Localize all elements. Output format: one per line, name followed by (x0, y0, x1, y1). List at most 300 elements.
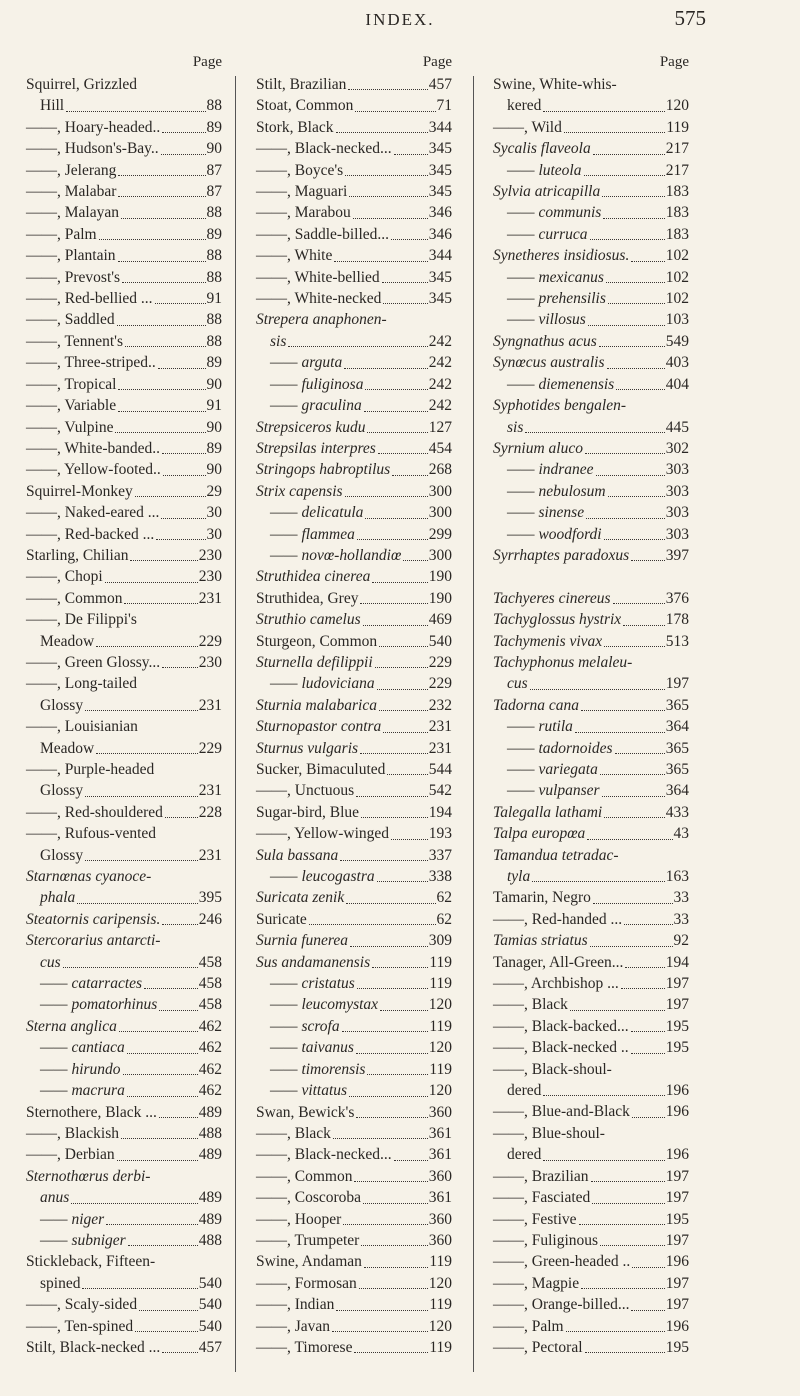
index-entry (256, 1123, 452, 1144)
index-entry (493, 1144, 689, 1165)
index-entry (493, 716, 689, 737)
entry-page: 87 (206, 161, 222, 179)
index-entry (493, 695, 689, 716)
dot-leader (340, 860, 428, 861)
entry-term: ——, Prevost's (26, 268, 121, 286)
dot-leader (121, 218, 206, 219)
entry-term: ——, Derbian (26, 1146, 115, 1164)
entry-term: Strepera anaphonen- (256, 311, 387, 329)
entry-page: 194 (428, 803, 452, 821)
entry-term: Steatornis caripensis. (26, 910, 161, 928)
entry-page: 462 (198, 1017, 222, 1035)
entry-term: —— novœ-hollandiœ (270, 546, 402, 564)
entry-page: 344 (428, 118, 452, 136)
entry-page: 337 (428, 846, 452, 864)
entry-page: 462 (198, 1039, 222, 1057)
entry-page: 217 (665, 140, 689, 158)
entry-term: ——, Black (256, 1124, 331, 1142)
entry-term: ——, Vulpine (26, 418, 114, 436)
entry-term: Synœcus australis (493, 354, 605, 372)
entry-term: ——, Blue-shoul- (493, 1124, 605, 1142)
dot-leader (123, 1074, 198, 1075)
entry-page: 360 (428, 1103, 452, 1121)
entry-term: ——, Green Glossy... (26, 653, 161, 671)
entry-term: Struthio camelus (256, 611, 361, 629)
dot-leader (543, 1095, 664, 1096)
dot-leader (348, 89, 427, 90)
entry-page: 231 (198, 696, 222, 714)
entry-page: 232 (428, 696, 452, 714)
entry-term: tyla (507, 868, 531, 886)
entry-term: —— villosus (507, 311, 586, 329)
entry-page: 346 (428, 204, 452, 222)
dot-leader (122, 282, 205, 283)
entry-page: 229 (428, 675, 452, 693)
entry-page: 89 (206, 118, 222, 136)
entry-page: 190 (428, 589, 452, 607)
entry-term: ——, White-necked (256, 290, 382, 308)
index-entry (26, 802, 222, 823)
dot-leader (117, 325, 206, 326)
entry-page: 458 (198, 953, 222, 971)
entry-page: 303 (665, 461, 689, 479)
entry-page: 230 (198, 568, 222, 586)
entry-page: 30 (206, 504, 222, 522)
entry-page: 489 (198, 1146, 222, 1164)
index-entry (493, 459, 689, 480)
dot-leader (334, 261, 427, 262)
index-entry (493, 417, 689, 438)
dot-leader (332, 1331, 428, 1332)
index-entry (26, 438, 222, 459)
dot-leader (590, 239, 665, 240)
entry-term: ——, Indian (256, 1296, 335, 1314)
dot-leader (394, 154, 428, 155)
entry-page: 345 (428, 183, 452, 201)
entry-term: ——, White-banded.. (26, 439, 161, 457)
dot-leader (377, 689, 428, 690)
index-entry (26, 609, 222, 630)
index-entry (256, 823, 452, 844)
index-entry (26, 823, 222, 844)
entry-page: 119 (429, 1060, 452, 1078)
entry-term: ——, Malayan (26, 204, 119, 222)
index-entry (493, 117, 689, 138)
entry-term: Meadow (40, 632, 95, 650)
index-entry (26, 1209, 222, 1230)
index-entry (26, 288, 222, 309)
dot-leader (587, 839, 672, 840)
index-entry (493, 1230, 689, 1251)
index-entry (493, 181, 689, 202)
dot-leader (156, 539, 205, 540)
dot-leader (403, 560, 427, 561)
index-entry (493, 652, 689, 673)
index-entry (26, 181, 222, 202)
dot-leader (135, 496, 206, 497)
dot-leader (380, 1010, 428, 1011)
entry-term: ——, Black-necked .. (493, 1039, 629, 1057)
entry-term: Sula bassana (256, 846, 339, 864)
entry-term: —— tadornoides (507, 739, 613, 757)
entry-term: —— variegata (507, 760, 598, 778)
entry-term: —— fuliginosa (270, 375, 364, 393)
entry-term: ——, Black (493, 996, 568, 1014)
dot-leader (367, 1074, 428, 1075)
index-entry (26, 502, 222, 523)
entry-page: 488 (198, 1124, 222, 1142)
dot-leader (387, 774, 427, 775)
entry-term: ——, Plantain (26, 247, 116, 265)
dot-leader (623, 625, 665, 626)
entry-page: 62 (436, 910, 452, 928)
index-entry (493, 609, 689, 630)
entry-term: ——, Common (26, 589, 123, 607)
index-entry (26, 1102, 222, 1123)
index-entry (493, 1316, 689, 1337)
dot-leader (591, 1181, 665, 1182)
dot-leader (121, 1138, 198, 1139)
dot-leader (336, 132, 428, 133)
index-entry (493, 952, 689, 973)
entry-page: 91 (206, 397, 222, 415)
index-entry (256, 866, 452, 887)
entry-page: 303 (665, 525, 689, 543)
dot-leader (600, 1245, 665, 1246)
entry-page: 120 (428, 1274, 452, 1292)
entry-page: 454 (428, 439, 452, 457)
entry-page: 345 (428, 290, 452, 308)
entry-term: ——, Red-bellied ... (26, 290, 153, 308)
entry-page: 445 (665, 418, 689, 436)
entry-term: ——, Red-handed ... (493, 910, 623, 928)
index-entry (26, 1059, 222, 1080)
index-entry (493, 95, 689, 116)
entry-term: —— prehensilis (507, 290, 606, 308)
entry-page: 88 (206, 97, 222, 115)
entry-page: 469 (428, 611, 452, 629)
index-entry (256, 352, 452, 373)
entry-page: 30 (206, 525, 222, 543)
dot-leader (581, 710, 665, 711)
index-entry (256, 267, 452, 288)
page-column-label: Page (192, 54, 222, 70)
dot-leader (163, 475, 206, 476)
entry-term: sis (507, 418, 524, 436)
entry-page: 89 (206, 439, 222, 457)
entry-term: ——, Common (256, 1167, 353, 1185)
index-entry (493, 138, 689, 159)
index-entry (493, 738, 689, 759)
index-entry (256, 417, 452, 438)
dot-leader (118, 411, 205, 412)
entry-page: 196 (665, 1082, 689, 1100)
index-entry (493, 545, 689, 566)
entry-page: 242 (428, 332, 452, 350)
entry-page: 183 (665, 183, 689, 201)
entry-page: 88 (206, 311, 222, 329)
entry-term: Sturnia malabarica (256, 696, 377, 714)
running-title: INDEX. (365, 10, 435, 29)
entry-term: —— pomatorhinus (40, 996, 158, 1014)
entry-term: Strepsilas interpres (256, 439, 376, 457)
dot-leader (96, 646, 198, 647)
index-entry (26, 738, 222, 759)
entry-page: 360 (428, 1231, 452, 1249)
index-entry (256, 1080, 452, 1101)
dot-leader (532, 881, 665, 882)
entry-page: 89 (206, 354, 222, 372)
entry-page: 309 (428, 932, 452, 950)
entry-term: Swine, Andaman (256, 1253, 362, 1271)
index-entry (256, 909, 452, 930)
dot-leader (128, 1245, 198, 1246)
dot-leader (365, 518, 427, 519)
index-entry (256, 224, 452, 245)
entry-page: 549 (665, 332, 689, 350)
dot-leader (581, 1288, 665, 1289)
entry-term: Swan, Bewick's (256, 1103, 355, 1121)
index-entry (493, 74, 689, 95)
dot-leader (575, 732, 665, 733)
entry-term: —— curruca (507, 225, 588, 243)
entry-page: 217 (665, 161, 689, 179)
index-entry (26, 973, 222, 994)
dot-leader (144, 988, 198, 989)
entry-term: Squirrel-Monkey (26, 482, 133, 500)
index-entry (26, 1294, 222, 1315)
dot-leader (66, 111, 205, 112)
entry-page: 196 (665, 1253, 689, 1271)
entry-term: ——, Purple-headed (26, 761, 155, 778)
index-entry (256, 588, 452, 609)
entry-term: —— flammea (270, 525, 355, 543)
dot-leader (349, 1096, 428, 1097)
entry-term: —— arguta (270, 354, 343, 372)
entry-page: 120 (428, 1082, 452, 1100)
entry-term: ——, Ten-spined (26, 1317, 134, 1335)
entry-term: Talegalla lathami (493, 803, 603, 821)
entry-page: 229 (198, 739, 222, 757)
entry-term: ——, Festive (493, 1210, 577, 1228)
entry-page: 365 (665, 696, 689, 714)
entry-term: —— nebulosum (507, 482, 606, 500)
entry-page: 360 (428, 1210, 452, 1228)
entry-page: 90 (206, 140, 222, 158)
dot-leader (588, 325, 665, 326)
dot-leader (127, 1053, 198, 1054)
dot-leader (361, 1245, 427, 1246)
index-entry (256, 160, 452, 181)
dot-leader (372, 582, 427, 583)
entry-term: Sycalis flaveola (493, 140, 591, 158)
dot-leader (161, 518, 205, 519)
entry-page: 197 (665, 1296, 689, 1314)
index-entry (493, 823, 689, 844)
entry-term: ——, Maguari (256, 183, 348, 201)
entry-term: ——, Malabar (26, 183, 117, 201)
entry-page: 62 (436, 889, 452, 907)
entry-page: 513 (665, 632, 689, 650)
index-entry (26, 138, 222, 159)
dot-leader (119, 1031, 198, 1032)
entry-page: 88 (206, 268, 222, 286)
entry-page: 119 (429, 975, 452, 993)
index-entry (26, 1187, 222, 1208)
index-entry (26, 417, 222, 438)
dot-leader (139, 1310, 198, 1311)
entry-term: Suricata zenik (256, 889, 345, 907)
entry-page: 195 (665, 1338, 689, 1356)
index-entry (493, 1273, 689, 1294)
entry-page: 397 (665, 546, 689, 564)
dot-leader (631, 1053, 665, 1054)
entry-term: —— ludoviciana (270, 675, 375, 693)
index-entry (26, 845, 222, 866)
index-entry (256, 1144, 452, 1165)
entry-term: Glossy (40, 846, 84, 864)
dot-leader (288, 346, 427, 347)
index-entry (26, 930, 222, 951)
entry-page: 90 (206, 375, 222, 393)
index-entry (26, 887, 222, 908)
index-entry (493, 352, 689, 373)
entry-page: 178 (665, 611, 689, 629)
entry-term: ——, Jelerang (26, 161, 117, 179)
entry-page: 303 (665, 504, 689, 522)
dot-leader (105, 582, 198, 583)
entry-term: Tadorna cana (493, 696, 579, 714)
entry-term: Strix capensis (256, 482, 343, 500)
index-entry (493, 1101, 689, 1122)
entry-term: Tachyglossus hystrix (493, 611, 622, 629)
entry-term: ——, Fuliginous (493, 1231, 599, 1249)
index-entry (493, 524, 689, 545)
entry-term: dered (507, 1146, 542, 1164)
entry-term: ——, White-bellied (256, 268, 380, 286)
dot-leader (333, 1138, 428, 1139)
index-entry (493, 1037, 689, 1058)
index-entry (26, 1230, 222, 1251)
entry-page: 242 (428, 375, 452, 393)
index-entry (256, 1294, 452, 1315)
dot-leader (161, 154, 206, 155)
index-entry (26, 1337, 222, 1358)
dot-leader (579, 1224, 665, 1225)
dot-leader (391, 239, 428, 240)
entry-page: 457 (428, 76, 452, 93)
index-entry (256, 481, 452, 502)
entry-term: Stercorarius antarcti- (26, 932, 161, 950)
entry-term: ——, Wild (493, 118, 562, 136)
page-column-label: Page (659, 54, 689, 70)
entry-term: Syrnium aluco (493, 439, 583, 457)
dot-leader (96, 753, 198, 754)
entry-page: 229 (198, 632, 222, 650)
entry-term: —— luteola (507, 161, 582, 179)
index-entry (26, 1166, 222, 1187)
entry-term: Starling, Chilian (26, 546, 129, 564)
index-entry (256, 930, 452, 951)
entry-term: —— indranee (507, 461, 594, 479)
index-entry (256, 802, 452, 823)
entry-term: Suricate (256, 910, 307, 928)
entry-term: Sturnopastor contra (256, 718, 382, 736)
entry-page: 120 (428, 1317, 452, 1335)
index-entry (493, 331, 689, 352)
entry-page: 365 (665, 760, 689, 778)
entry-term: ——, Red-shouldered (26, 803, 163, 821)
index-entry (26, 716, 222, 737)
entry-page: 90 (206, 461, 222, 479)
entry-page: 364 (665, 718, 689, 736)
entry-term: ——, Palm (493, 1317, 564, 1335)
entry-term: —— leucogastra (270, 868, 375, 886)
entry-term: spined (40, 1274, 81, 1292)
entry-page: 344 (428, 247, 452, 265)
dot-leader (355, 111, 435, 112)
dot-leader (632, 1117, 665, 1118)
entry-page: 230 (198, 546, 222, 564)
dot-leader (162, 667, 198, 668)
entry-page: 488 (198, 1231, 222, 1249)
dot-leader (570, 1010, 665, 1011)
entry-page: 361 (428, 1146, 452, 1164)
entry-page: 197 (665, 1189, 689, 1207)
index-entry (493, 438, 689, 459)
entry-page: 43 (673, 825, 689, 843)
dot-leader (364, 411, 428, 412)
entry-page: 120 (428, 1039, 452, 1057)
entry-page: 120 (428, 996, 452, 1014)
entry-term: ——, Orange-billed... (493, 1296, 630, 1314)
dot-leader (356, 1117, 427, 1118)
index-entry (493, 1123, 689, 1144)
dot-leader (525, 432, 664, 433)
entry-page: 231 (428, 718, 452, 736)
index-column-1 (26, 54, 222, 1358)
dot-leader (85, 860, 198, 861)
entry-page: 231 (198, 846, 222, 864)
dot-leader (155, 303, 206, 304)
entry-term: Stringops habroptilus (256, 461, 391, 479)
dot-leader (162, 453, 205, 454)
entry-term: cus (40, 953, 61, 971)
entry-term: —— communis (507, 204, 602, 222)
dot-leader (596, 475, 665, 476)
entry-term: ——, Brazilian (493, 1167, 589, 1185)
entry-term: Syrrhaptes paradoxus (493, 546, 630, 564)
dot-leader (379, 710, 428, 711)
index-entry (26, 331, 222, 352)
index-entry (493, 160, 689, 181)
index-entry (256, 780, 452, 801)
dot-leader (359, 1288, 428, 1289)
index-entry (256, 1102, 452, 1123)
entry-term: ——, Timorese (256, 1338, 353, 1356)
entry-term: Squirrel, Grizzled (26, 76, 138, 93)
entry-page: 195 (665, 1210, 689, 1228)
dot-leader (357, 539, 428, 540)
entry-page: 119 (429, 953, 452, 971)
entry-page: 197 (665, 975, 689, 993)
entry-page: 246 (198, 910, 222, 928)
entry-term: ——, Hudson's-Bay.. (26, 140, 159, 158)
entry-page: 300 (428, 482, 452, 500)
dot-leader (585, 1352, 665, 1353)
index-entry (26, 545, 222, 566)
dot-leader (608, 303, 665, 304)
